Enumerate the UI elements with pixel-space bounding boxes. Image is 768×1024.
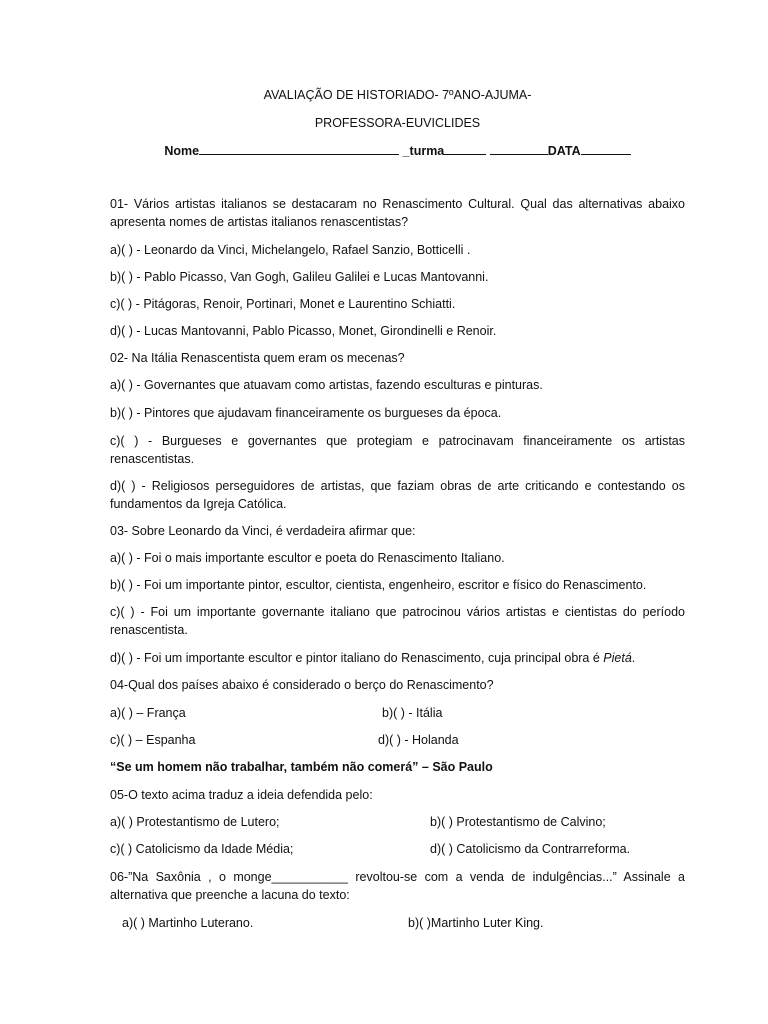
q3-option-d-text: d)( ) - Foi um importante escultor e pintor italiano do Renascimento, cuja principal obra é	[110, 651, 604, 665]
q3-option-d-end: .	[631, 651, 636, 665]
question-4: 04-Qual dos países abaixo é considerado o berço do Renascimento?	[110, 678, 494, 692]
q3-option-d-work: Pietá	[603, 651, 632, 665]
turma-blank[interactable]	[444, 143, 486, 155]
exam-title: AVALIAÇÃO DE HISTORIADO- 7ºANO-AJUMA-	[263, 88, 532, 102]
q4-option-a[interactable]: a)( ) – França	[110, 706, 186, 720]
question-5: 05-O texto acima traduz a ideia defendida pelo:	[110, 788, 373, 802]
question-2: 02- Na Itália Renascentista quem eram os mecenas?	[110, 351, 405, 365]
q5-option-a[interactable]: a)( ) Protestantismo de Lutero;	[110, 815, 280, 829]
name-label: Nome	[164, 144, 200, 158]
q1-option-c[interactable]: c)( ) - Pitágoras, Renoir, Portinari, Monet e Laurentino Schiatti.	[110, 297, 456, 311]
turma-label: _turma	[402, 144, 445, 158]
q5-option-b[interactable]: b)( ) Protestantismo de Calvino;	[430, 815, 606, 829]
date-blank[interactable]	[581, 143, 631, 155]
q3-option-a[interactable]: a)( ) - Foi o mais importante escultor e poeta do Renascimento Italiano.	[110, 551, 505, 565]
q2-option-d[interactable]: d)( ) - Religiosos perseguidores de artistas, que faziam obras de arte criticando e contestando os fundamentos da Igreja Católica.	[110, 479, 685, 511]
q4-option-b[interactable]: b)( ) - Itália	[382, 706, 443, 720]
q2-option-c[interactable]: c)( ) - Burgueses e governantes que protegiam e patrocinavam financeiramente os artistas renascentistas.	[110, 434, 685, 466]
question-1: 01- Vários artistas italianos se destacaram no Renascimento Cultural. Qual das alternativas abaixo apresenta nomes de artistas italianos renascentistas?	[110, 197, 685, 229]
q6-option-a[interactable]: a)( ) Martinho Luterano.	[122, 916, 254, 930]
q5-option-d[interactable]: d)( ) Catolicismo da Contrarreforma.	[430, 842, 631, 856]
q5-option-c[interactable]: c)( ) Catolicismo da Idade Média;	[110, 842, 294, 856]
q3-option-c[interactable]: c)( ) - Foi um importante governante italiano que patrocinou vários artistas e cientistas do período renascentista.	[110, 605, 685, 637]
extra-blank[interactable]	[490, 143, 548, 155]
q3-option-b[interactable]: b)( ) - Foi um importante pintor, escultor, cientista, engenheiro, escritor e físico do Renascimento.	[110, 578, 647, 592]
question-3: 03- Sobre Leonardo da Vinci, é verdadeira afirmar que:	[110, 524, 416, 538]
q1-option-b[interactable]: b)( ) - Pablo Picasso, Van Gogh, Galileu Galilei e Lucas Mantovanni.	[110, 270, 489, 284]
q1-option-d[interactable]: d)( ) - Lucas Mantovanni, Pablo Picasso, Monet, Girondinelli e Renoir.	[110, 324, 497, 338]
q1-option-a[interactable]: a)( ) - Leonardo da Vinci, Michelangelo, Rafael Sanzio, Botticelli .	[110, 243, 471, 257]
data-label: DATA	[547, 144, 581, 158]
q4-option-c[interactable]: c)( ) – Espanha	[110, 733, 196, 747]
quote: “Se um homem não trabalhar, também não comerá” – São Paulo	[110, 760, 493, 774]
q4-option-d[interactable]: d)( ) - Holanda	[378, 733, 459, 747]
q2-option-b[interactable]: b)( ) - Pintores que ajudavam financeiramente os burgueses da época.	[110, 406, 502, 420]
q3-option-d[interactable]	[110, 649, 685, 667]
student-info-line	[110, 142, 685, 160]
question-6: 06-”Na Saxônia , o monge___________ revoltou-se com a venda de indulgências...” Assinale a alternativa que preenche a lacuna do texto:	[110, 870, 685, 902]
q6-option-b[interactable]: b)( )Martinho Luter King.	[408, 916, 544, 930]
name-blank[interactable]	[199, 143, 399, 155]
teacher-name: PROFESSORA-EUVICLIDES	[314, 116, 481, 130]
q2-option-a[interactable]: a)( ) - Governantes que atuavam como artistas, fazendo esculturas e pinturas.	[110, 378, 543, 392]
